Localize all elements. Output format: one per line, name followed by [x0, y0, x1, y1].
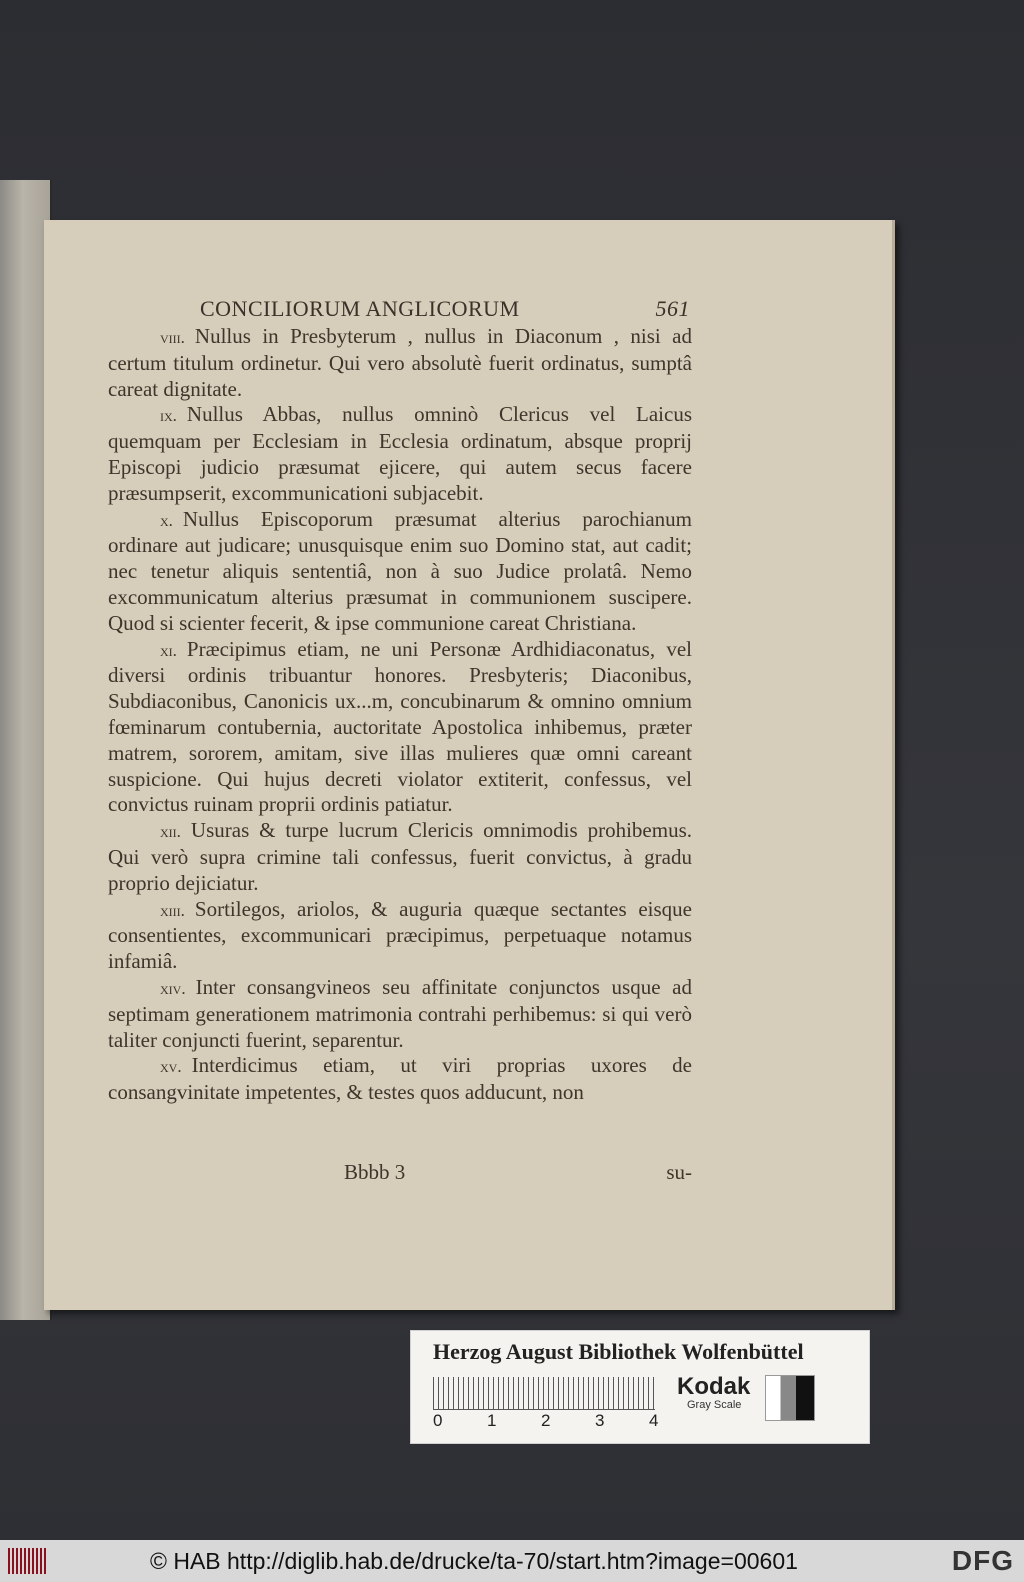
ruler-mark: 3: [595, 1411, 605, 1430]
page-number: 561: [655, 296, 690, 321]
kodak-logo: Kodak: [677, 1373, 751, 1400]
ruler-mark: 2: [541, 1411, 551, 1430]
kodak-subtitle: Gray Scale: [687, 1399, 742, 1411]
paragraph-text: Nullus Episcoporum præsumat alterius parochianum ordinare aut judicare; unusquisque enim suo Domino stat, aut cadit; nec tenetur aliquis sententiâ, non à suo Judice prolatâ. Nemo excommunicatum alterius præsumat in communionem suscipere. Quod si scienter fecerit, & ipse communione careat Christiana.: [108, 506, 692, 635]
paragraph-number: ix.: [160, 406, 177, 426]
viewer-footer-bar: [0, 1540, 1024, 1582]
dfg-logo: DFG: [951, 1545, 1014, 1576]
paragraph-xii: [108, 818, 692, 896]
header-title: CONCILIORUM ANGLICORUM: [200, 296, 520, 321]
paragraph-text: Præcipimus etiam, ne uni Personæ Ardhidiaconatus, vel diversi ordinis tribuantur honores. Presbyteris; Diaconibus, Subdiaconibus, Canonicis ux...m, concubinarum & omnino omnium fœminarum contubernia, auctoritate Apostolica inhibemus, præter matrem, sororem, amitam, sive illas mulieres quæ omni careant suspicione. Qui hujus decreti violator extiterit, confessus, vel convictus ruinam proprii ordinis patiatur.: [108, 636, 692, 817]
page-body: [108, 324, 692, 1106]
paragraph-text: Sortilegos, ariolos, & auguria quæque sectantes eisque consentientes, excommunicari præcipimus, perpetuaque notamus infamiâ.: [108, 896, 692, 974]
paragraph-xv: [108, 1053, 692, 1106]
paragraph-xiv: [108, 975, 692, 1053]
paragraph-x: [108, 507, 692, 637]
paragraph-text: Inter consangvineos seu affinitate conjunctos usque ad septimam generationem matrimonia contrahi perhibemus: si qui verò taliter conjuncti fuerint, separentur.: [108, 974, 692, 1052]
ruler-mark: 1: [487, 1411, 497, 1430]
paragraph-xi: [108, 637, 692, 819]
paragraph-number: xv.: [160, 1057, 182, 1077]
paragraph-number: xii.: [160, 822, 181, 842]
library-name: Herzog August Bibliothek Wolfenbüttel: [433, 1339, 804, 1364]
paragraph-number: xiv.: [160, 978, 186, 998]
page-footer: [108, 1160, 692, 1186]
paragraph-text: Nullus Abbas, nullus omninò Clericus vel Laicus quemquam per Ecclesiam in Ecclesia ordinatum, absque proprij Episcopi judicio præsumat ejicere, qui autem secus facere præsumpserit, excommunicationi subjacebit.: [108, 402, 692, 505]
paragraph-xiii: [108, 897, 692, 975]
copyright-url[interactable]: © HAB http://diglib.hab.de/drucke/ta-70/start.htm?image=00601: [150, 1548, 798, 1574]
paragraph-text: Usuras & turpe lucrum Clericis omnimodis prohibemus. Qui verò supra crimine tali confessus, fuerit convictus, à gradu proprio dejiciatur.: [108, 818, 692, 895]
paragraph-number: viii.: [160, 328, 185, 347]
library-color-card: [410, 1330, 870, 1444]
paragraph-text: Nullus in Presbyterum , nullus in Diaconum , nisi ad certum titulum ordinetur. Qui vero absolutè fuerit ordinatus, sumptâ careat dignitate.: [108, 324, 692, 401]
book-page: [44, 220, 895, 1310]
ruler-mark: 0: [433, 1411, 443, 1430]
paragraph-ix: [108, 402, 692, 506]
running-header: [200, 296, 690, 322]
paragraph-number: x.: [160, 510, 173, 530]
ruler-mark: 4: [649, 1411, 659, 1430]
gray-scale-swatch: [765, 1375, 815, 1421]
signature-mark: Bbbb 3: [344, 1160, 406, 1184]
ruler-labels: [429, 1411, 669, 1433]
scale-ruler: [433, 1377, 655, 1410]
catchword: su-: [666, 1160, 692, 1184]
paragraph-number: xiii.: [160, 900, 185, 920]
paragraph-text: Interdicimus etiam, ut viri proprias uxores de consangvinitate impetentes, & testes quos adducunt, non: [108, 1053, 692, 1105]
hab-barcode-icon: [8, 1548, 46, 1574]
paragraph-number: xi.: [160, 640, 177, 660]
paragraph-viii: [108, 324, 692, 402]
